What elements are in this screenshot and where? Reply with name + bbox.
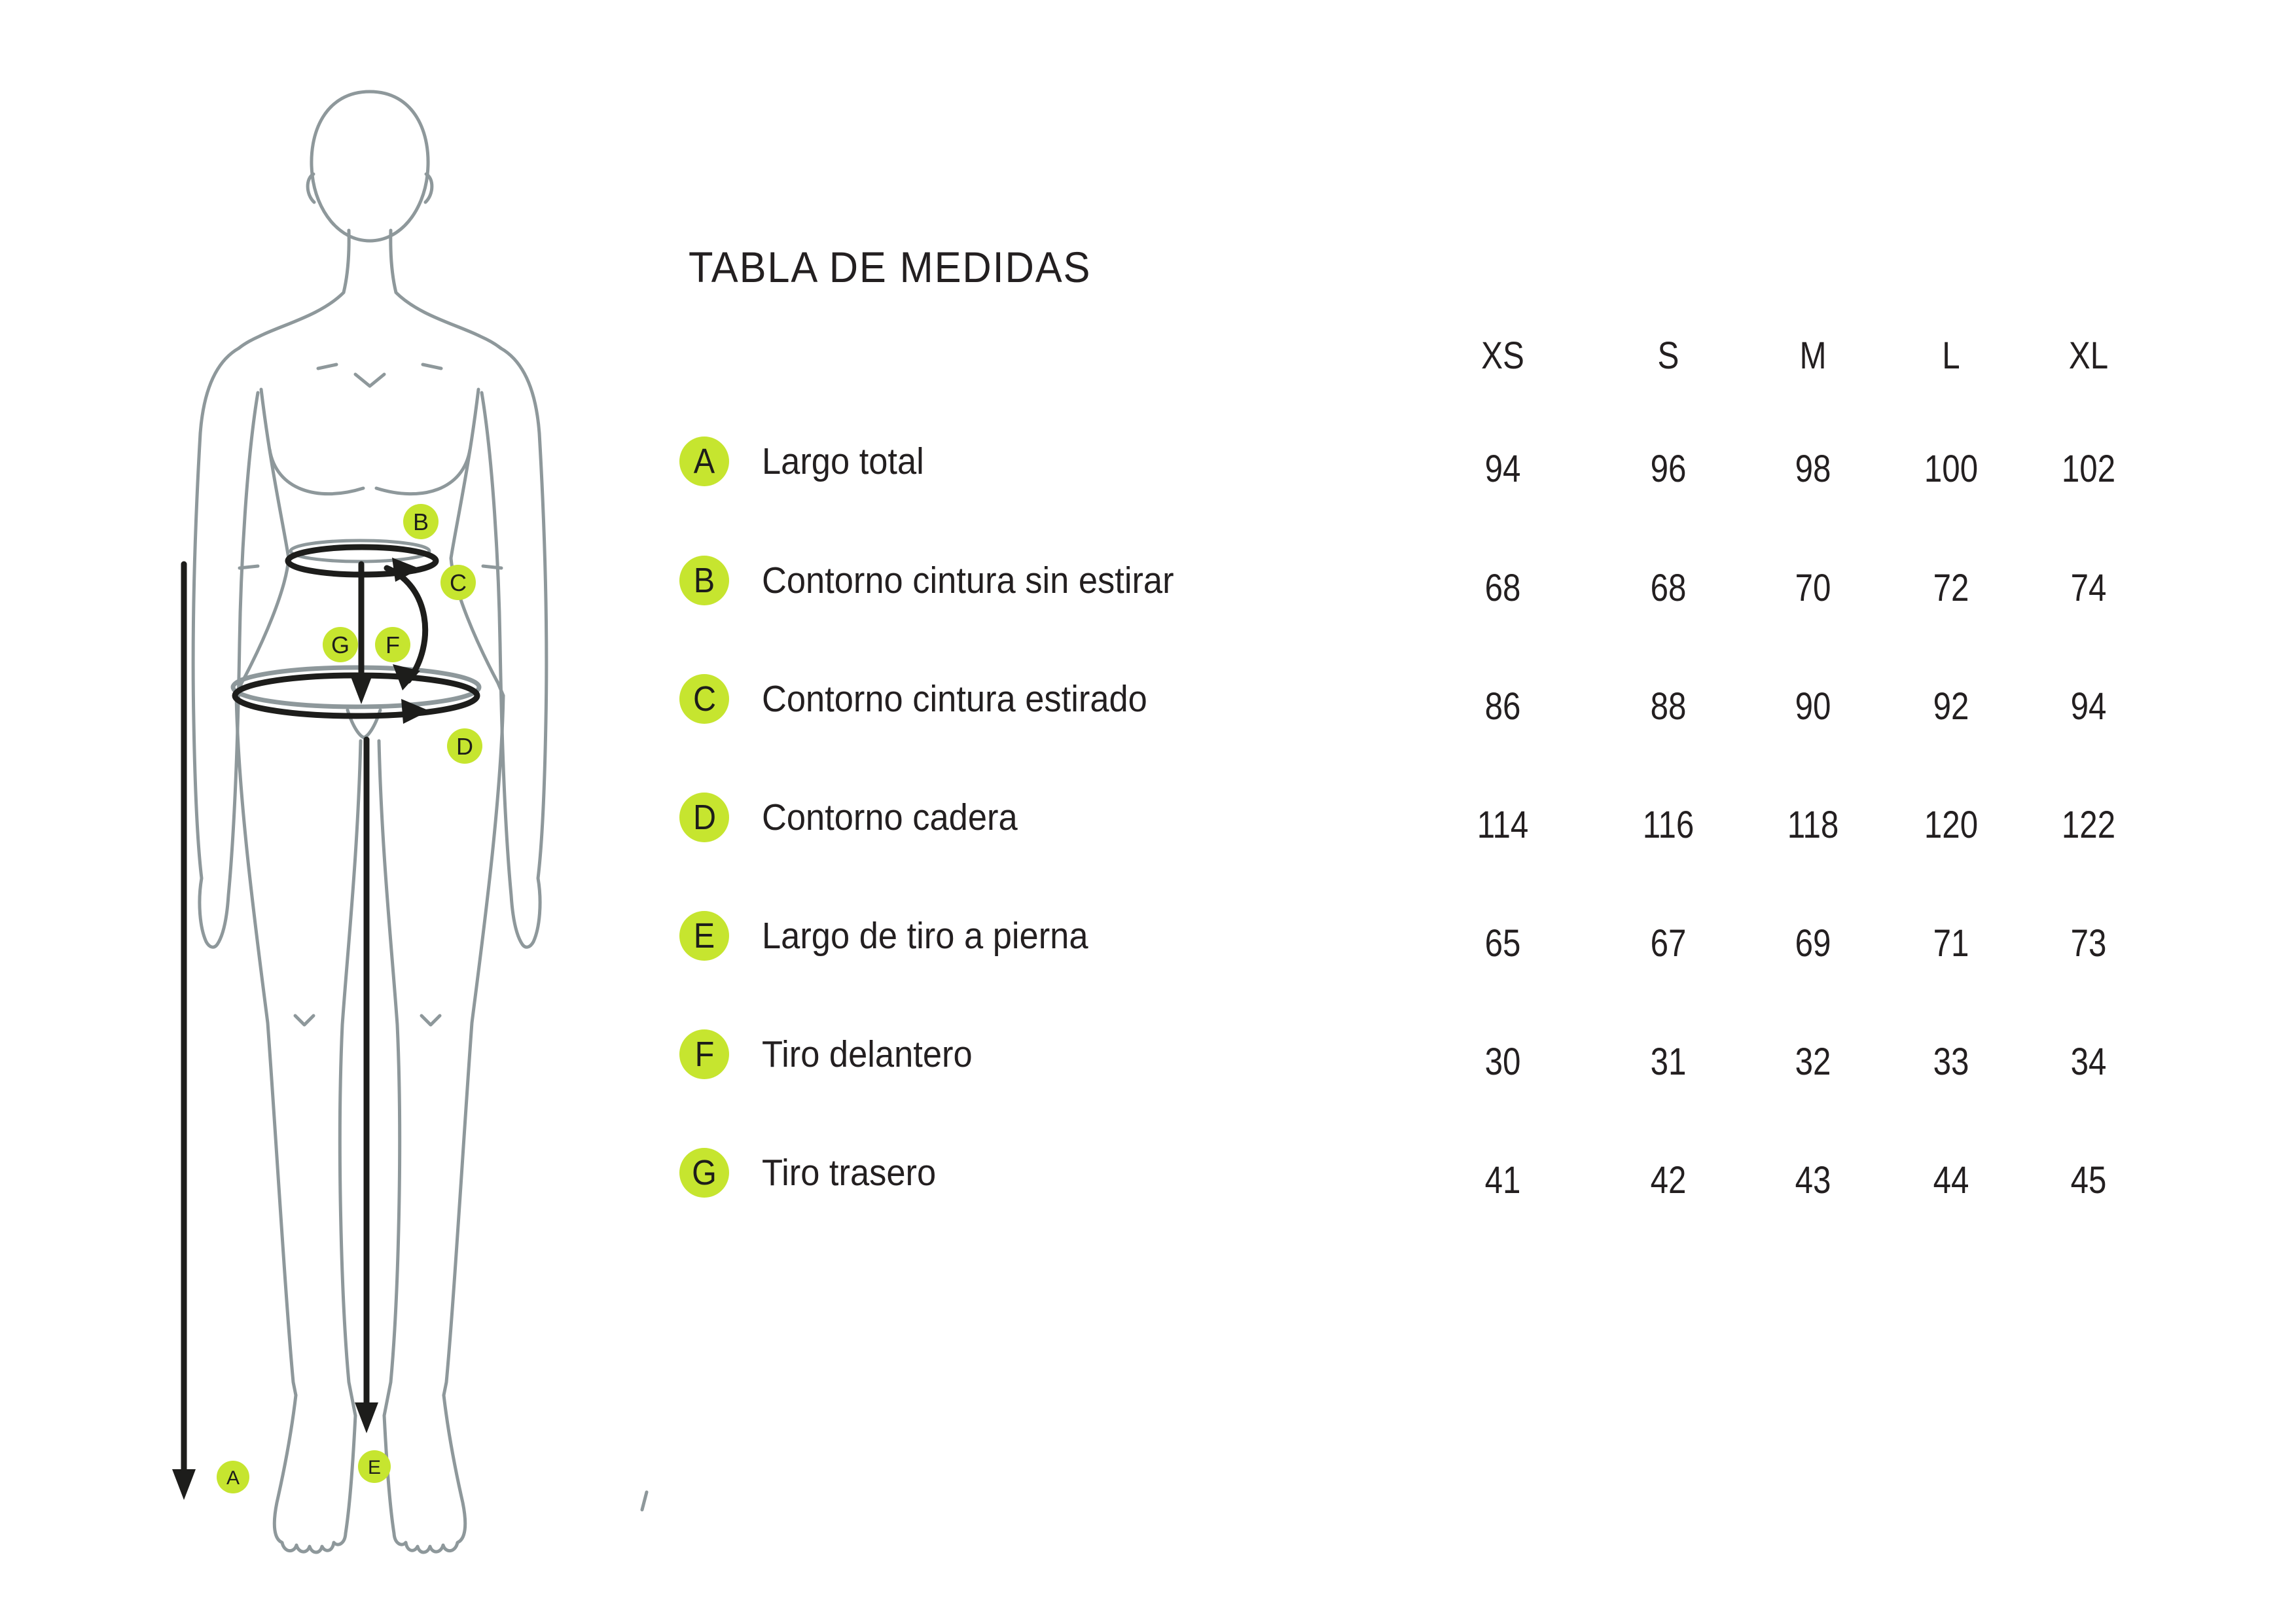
- row-letter-badge: [679, 674, 729, 724]
- cell-value: 116: [1642, 804, 1695, 846]
- baseline-tick: [642, 1492, 647, 1510]
- cell-value: 73: [2070, 922, 2107, 965]
- cell-value: 44: [1933, 1159, 1969, 1202]
- cell-value: 31: [1650, 1041, 1687, 1083]
- table-row: [0, 911, 2296, 965]
- clavicle-dash-left: [318, 365, 336, 368]
- cell-value: 96: [1650, 448, 1687, 490]
- cell-value: 33: [1933, 1041, 1969, 1083]
- size-col-header-l: L: [1942, 334, 1960, 377]
- row-label: Largo total: [762, 440, 924, 482]
- size-col-header-m: M: [1799, 334, 1827, 377]
- cell-value: 68: [1650, 567, 1687, 609]
- marker-e-letter: E: [367, 1457, 382, 1478]
- table-row: [0, 1148, 2296, 1202]
- cell-value: 120: [1924, 804, 1979, 846]
- row-label: Contorno cadera: [762, 796, 1018, 838]
- marker-f-letter: F: [386, 632, 400, 658]
- row-letter: G: [692, 1153, 717, 1192]
- cell-value: 88: [1650, 685, 1687, 728]
- row-letter-badge: [679, 793, 729, 842]
- row-letter-badge: [679, 1148, 729, 1198]
- cell-value: 90: [1795, 685, 1831, 728]
- clavicle-dash-right: [423, 365, 441, 368]
- right-foot: [384, 1395, 465, 1552]
- cell-value: 122: [2061, 804, 2116, 846]
- cell-value: 41: [1484, 1159, 1521, 1202]
- clavicle-mark: [355, 374, 384, 386]
- row-letter-badge: [679, 1029, 729, 1079]
- cell-value: 34: [2070, 1041, 2107, 1083]
- table-row: [0, 674, 2296, 728]
- row-label: Tiro delantero: [762, 1033, 973, 1075]
- table-row: [0, 793, 2296, 846]
- marker-g-letter: G: [331, 632, 350, 658]
- table-row: [0, 556, 2296, 609]
- row-letter-badge: [679, 437, 729, 486]
- row-letter: B: [693, 561, 715, 600]
- cell-value: 98: [1795, 448, 1831, 490]
- cell-value: 43: [1795, 1159, 1831, 1202]
- total-length-arrowhead-icon: [172, 1469, 196, 1500]
- inseam-arrowhead-icon: [355, 1402, 378, 1433]
- size-col-header-xs: XS: [1481, 334, 1524, 377]
- cell-value: 70: [1795, 567, 1831, 609]
- row-label: Contorno cintura estirado: [762, 678, 1147, 720]
- row-letter: D: [692, 798, 716, 837]
- table-row: [0, 1029, 2296, 1083]
- cell-value: 30: [1484, 1041, 1521, 1083]
- knee-mark-right: [422, 1016, 440, 1025]
- row-letter-badge: [679, 556, 729, 605]
- cell-value: 69: [1795, 922, 1831, 965]
- cell-value: 118: [1787, 804, 1839, 846]
- cell-value: 68: [1484, 567, 1521, 609]
- row-letter: F: [694, 1035, 714, 1074]
- cell-value: 65: [1484, 922, 1521, 965]
- row-label: Tiro trasero: [762, 1152, 937, 1194]
- page-title: TABLA DE MEDIDAS: [689, 243, 1092, 291]
- neck-shoulder-right: [391, 230, 501, 348]
- marker-d-letter: D: [456, 733, 473, 760]
- left-foot: [274, 1395, 355, 1552]
- cell-value: 94: [1484, 448, 1521, 490]
- row-label: Largo de tiro a pierna: [762, 915, 1088, 957]
- row-letter: A: [693, 442, 715, 481]
- size-col-header-xl: XL: [2068, 334, 2109, 377]
- cell-value: 94: [2070, 685, 2107, 728]
- cell-value: 86: [1484, 685, 1521, 728]
- cell-value: 102: [2061, 448, 2116, 490]
- cell-value: 92: [1933, 685, 1969, 728]
- table-row: [0, 437, 2296, 490]
- head-outline: [312, 92, 428, 241]
- marker-a-letter: A: [226, 1467, 240, 1489]
- cell-value: 42: [1650, 1159, 1687, 1202]
- row-letter: C: [692, 679, 716, 719]
- cell-value: 71: [1933, 922, 1969, 965]
- knee-mark-left: [295, 1016, 314, 1025]
- neck-shoulder-left: [239, 230, 349, 348]
- marker-c-letter: C: [450, 569, 467, 596]
- cell-value: 32: [1795, 1041, 1831, 1083]
- cell-value: 67: [1650, 922, 1687, 965]
- cell-value: 74: [2070, 567, 2107, 609]
- cell-value: 72: [1933, 567, 1969, 609]
- cell-value: 100: [1924, 448, 1979, 490]
- cell-value: 114: [1477, 804, 1529, 846]
- marker-b-letter: B: [412, 508, 429, 535]
- row-letter: E: [693, 916, 715, 955]
- size-col-header-s: S: [1657, 334, 1679, 377]
- row-label: Contorno cintura sin estirar: [762, 560, 1174, 601]
- row-letter-badge: [679, 911, 729, 961]
- cell-value: 45: [2070, 1159, 2107, 1202]
